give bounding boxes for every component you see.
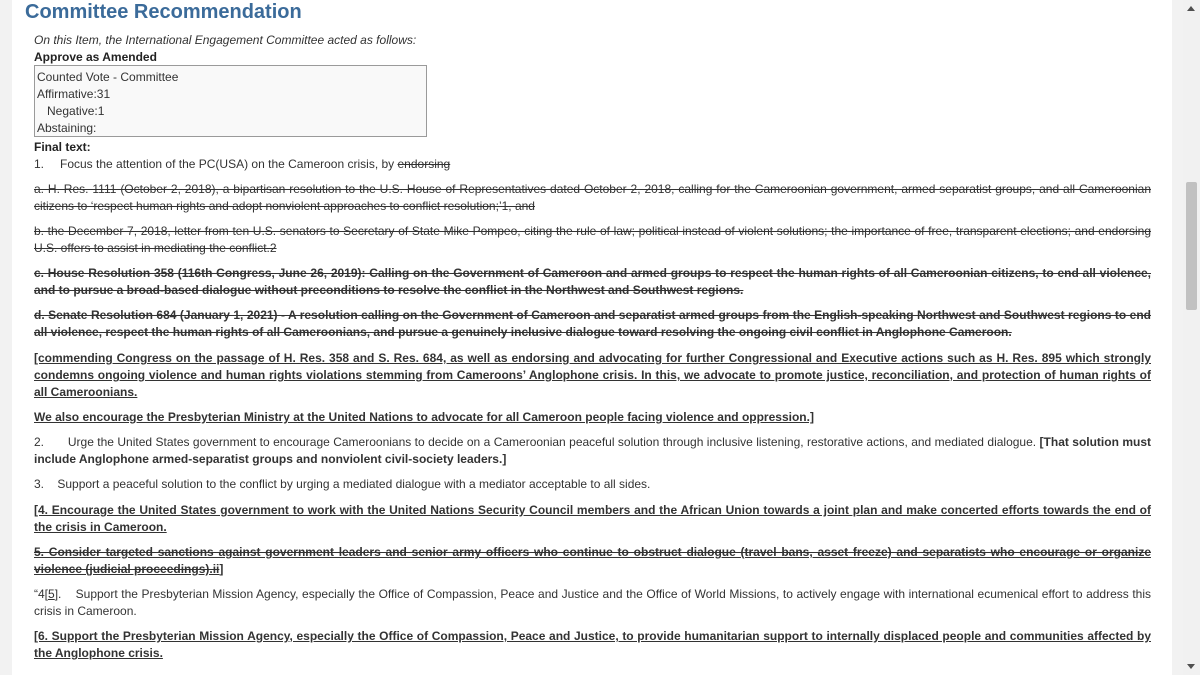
paragraph-d: d. Senate Resolution 684 (January 1, 2021) - A resolution calling on the Government of Cameroon and separatist armed groups from the English-speaking Northwest and Southwest regions to end all violence, respect the human rights of all Cameroonians, and pursue a genuinely inclusive dialogue toward resolving the ongoing civil conflict in Anglophone Cameroon.: [34, 308, 1151, 339]
final-text-label: Final text:: [34, 140, 91, 154]
scroll-down-icon[interactable]: [1187, 664, 1195, 669]
paragraph-4-5-number: 5: [48, 587, 55, 601]
paragraph-commending: [commending Congress on the passage of H. Res. 358 and S. Res. 684, as well as endorsing and advocating for further Congressional and Executive actions such as H. Res. 895 which strongly condemns ongoing violence and human rights violations stemming from Cameroons’ Anglophone crisis. In this, we advocate to promote justice, reconciliation, and protection of human rights of all Cameroonians.: [34, 351, 1151, 399]
paragraph-6: [6. Support the Presbyterian Mission Agency, especially the Office of Compassion, Peace and Justice, to provide humanitarian support to internally displaced people and communities affected by the Anglophone crisis.: [34, 629, 1151, 660]
document-page: [12, 0, 1172, 675]
intro-text: On this Item, the International Engagement Committee acted as follows:: [34, 33, 417, 47]
paragraph-5: [34, 544, 1151, 578]
paragraph-4-5-prefix: “4[: [34, 587, 49, 601]
paragraph-2-number: 2.: [34, 435, 45, 449]
paragraph-3-text: Support a peaceful solution to the conflict by urging a mediated dialogue with a mediator acceptable to all sides.: [57, 477, 651, 491]
paragraph-3: [34, 476, 1151, 493]
scroll-thumb[interactable]: [1186, 182, 1197, 310]
paragraph-2: [34, 434, 1151, 468]
scroll-up-icon[interactable]: [1187, 6, 1195, 11]
item-1-text: Focus the attention of the PC(USA) on the Cameroon crisis, by: [60, 157, 398, 171]
vote-affirmative: Affirmative:31: [37, 87, 111, 101]
paragraph-a: a. H. Res. 1111 (October 2, 2018), a bipartisan resolution to the U.S. House of Representatives dated October 2, 2018, calling for the Cameroonian government, armed separatist groups, and all Cameroonian citizens to ‘respect human rights and adopt nonviolent approaches to conflict resolution;’1, and: [34, 182, 1151, 213]
counted-vote-box: [34, 65, 427, 137]
vote-abstaining: Abstaining:: [37, 121, 97, 135]
committee-action: Approve as Amended: [34, 50, 157, 64]
paragraph-4: [4. Encourage the United States government to work with the United Nations Security Council members and the African Union towards a joint plan and make concerted efforts towards the end of the crisis in Cameroon.: [34, 503, 1151, 534]
paragraph-b: b. the December 7, 2018, letter from ten U.S. senators to Secretary of State Mike Pompeo, citing the rule of law; political instead of violent solutions; the importance of free, transparent elections; and endorsing U.S. offers to assist in mediating the conflict.2: [34, 224, 1151, 255]
vote-negative: Negative:1: [47, 104, 105, 118]
item-1-struck: endorsing: [397, 157, 451, 171]
paragraph-4-5: [34, 586, 1151, 620]
paragraph-2-insert: [That solution must include Anglophone armed-separatist groups and nonviolent civil-society leaders.]: [34, 435, 1152, 466]
paragraph-3-number: 3.: [34, 477, 45, 491]
item-1: [34, 157, 450, 171]
page-title: Committee Recommendation: [25, 1, 302, 23]
paragraph-4-5-text: Support the Presbyterian Mission Agency, especially the Office of Compassion, Peace and Justice and the Office of World Missions, to actively engage with international ecumenical effort to address this crisis in Cameroon.: [34, 587, 1151, 618]
paragraph-c: c. House Resolution 358 (116th Congress, June 26, 2019): Calling on the Government of Cameroon and armed groups to respect the human rights of all Cameroonian citizens, to end all violence, and to pursue a broad-based dialogue without preconditions to resolve the conflict in the Northwest and Southwest regions.: [34, 266, 1151, 297]
vertical-scrollbar[interactable]: [1183, 0, 1200, 675]
paragraph-encourage: We also encourage the Presbyterian Ministry at the United Nations to advocate for all Cameroon people facing violence and oppression.]: [34, 410, 814, 424]
paragraph-5-end: ]: [219, 562, 224, 576]
item-1-number: 1.: [34, 157, 45, 171]
vote-title: Counted Vote - Committee: [37, 70, 179, 84]
paragraph-2-text: Urge the United States government to encourage Cameroonians to decide on a Cameroonian peaceful solution through inclusive listening, restorative actions, and mediated dialogue.: [67, 435, 1037, 449]
paragraph-5-struck: 5. Consider targeted sanctions against government leaders and senior army officers who continue to obstruct dialogue (travel bans, asset freeze) and separatists who encourage or organize violence (judicial proceedings).ii: [34, 545, 1151, 576]
paragraph-4-5-close: ].: [54, 587, 62, 601]
